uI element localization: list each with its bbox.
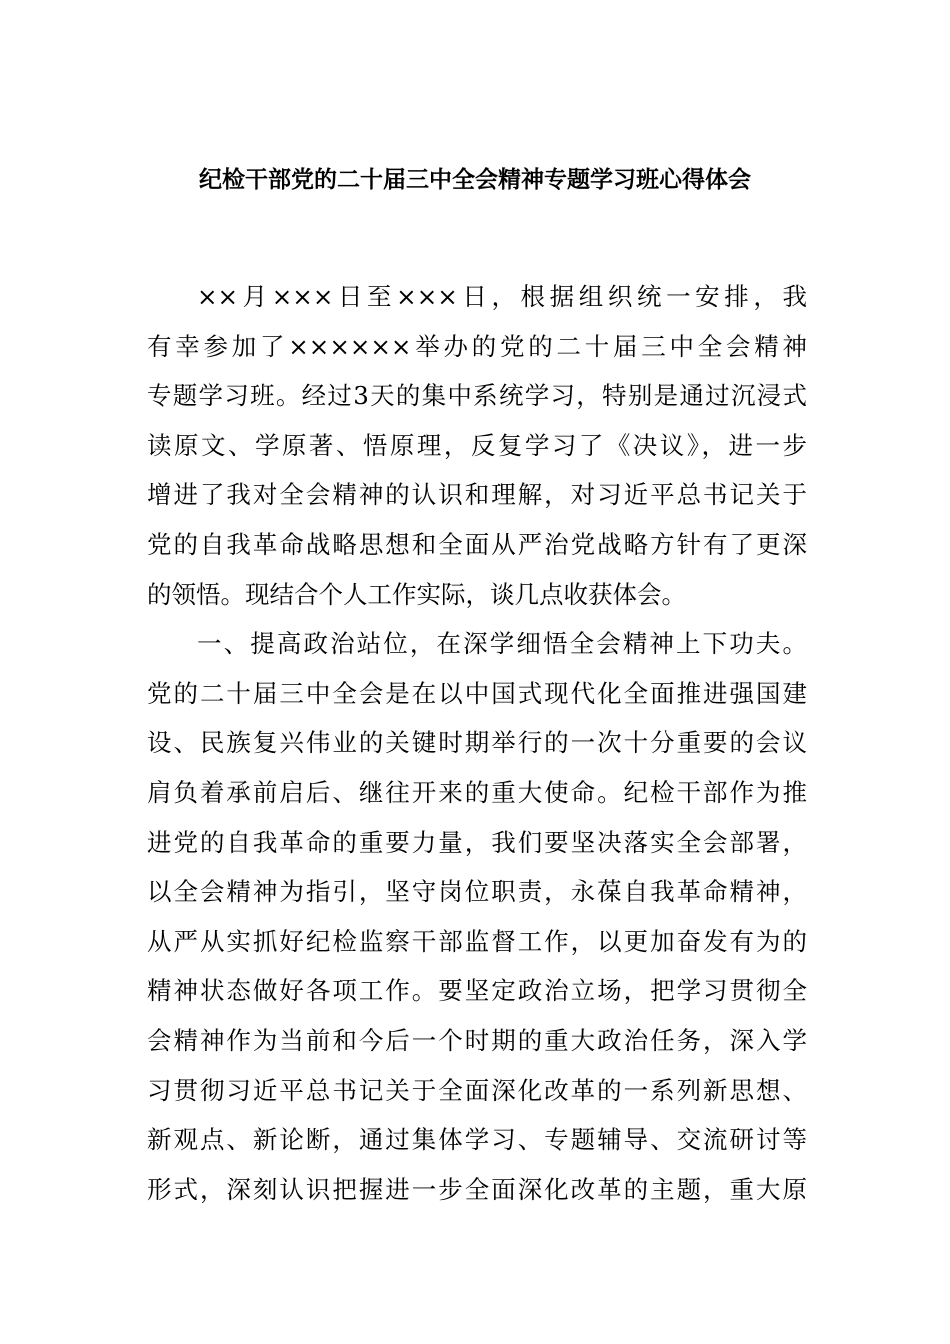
body-line: 增进了我对全会精神的认识和理解，对习近平总书记关于 bbox=[147, 480, 807, 510]
body-line: 以全会精神为指引，坚守岗位职责，永葆自我革命精神， bbox=[147, 877, 807, 907]
body-line: 专题学习班。经过3天的集中系统学习，特别是通过沉浸式 bbox=[147, 381, 807, 411]
body-line: 党的二十届三中全会是在以中国式现代化全面推进强国建 bbox=[147, 678, 807, 708]
body-line: 设、民族复兴伟业的关键时期举行的一次十分重要的会议 bbox=[147, 728, 807, 758]
body-line: 进党的自我革命的重要力量，我们要坚决落实全会部署， bbox=[147, 827, 807, 857]
body-line: 从严从实抓好纪检监察干部监督工作，以更加奋发有为的 bbox=[147, 926, 807, 956]
section-heading: 一、提高政治站位，在深学细悟全会精神上下功夫。 bbox=[197, 629, 807, 659]
body-line: 习贯彻习近平总书记关于全面深化改革的一系列新思想、 bbox=[147, 1075, 807, 1105]
body-line: 有幸参加了××××××举办的党的二十届三中全会精神 bbox=[147, 331, 807, 361]
document-body bbox=[147, 272, 807, 1214]
body-line: 读原文、学原著、悟原理，反复学习了《决议》，进一步 bbox=[147, 430, 807, 460]
body-line: 党的自我革命战略思想和全面从严治党战略方针有了更深 bbox=[147, 529, 807, 559]
body-line: ××月×××日至×××日，根据组织统一安排，我 bbox=[197, 282, 807, 311]
document-title: 纪检干部党的二十届三中全会精神专题学习班心得体会 bbox=[199, 166, 751, 193]
body-line: 精神状态做好各项工作。要坚定政治立场，把学习贯彻全 bbox=[147, 976, 807, 1006]
body-line: 新观点、新论断，通过集体学习、专题辅导、交流研讨等 bbox=[147, 1125, 807, 1155]
body-line: 形式，深刻认识把握进一步全面深化改革的主题，重大原 bbox=[147, 1174, 807, 1204]
body-line: 会精神作为当前和今后一个时期的重大政治任务，深入学 bbox=[147, 1025, 807, 1055]
body-line: 肩负着承前启后、继往开来的重大使命。纪检干部作为推 bbox=[147, 777, 807, 807]
body-line: 的领悟。现结合个人工作实际，谈几点收获体会。 bbox=[147, 579, 686, 609]
